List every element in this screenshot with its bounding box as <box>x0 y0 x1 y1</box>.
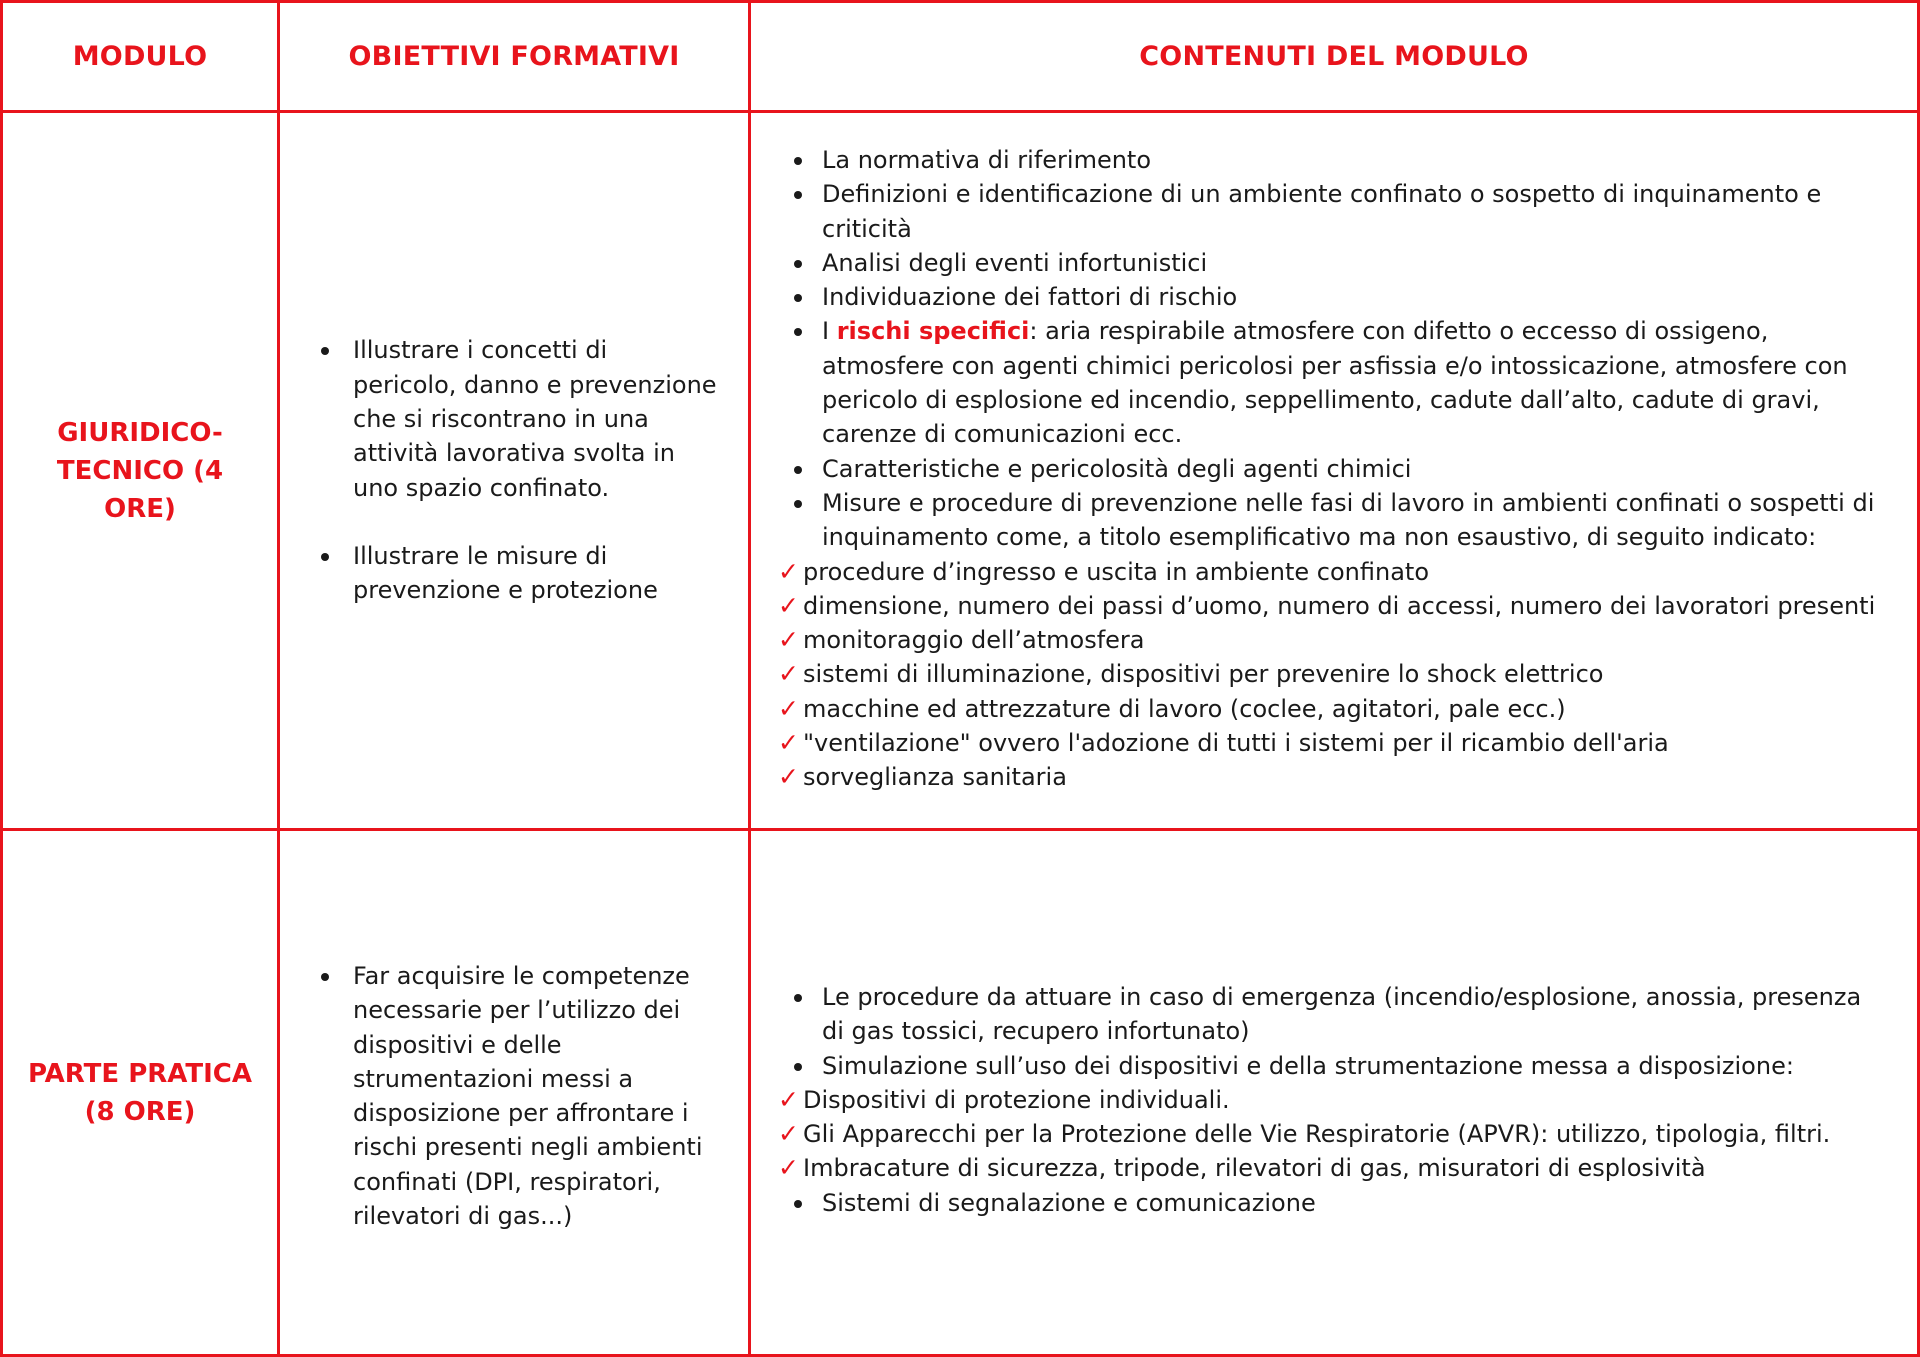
content-bullet-item <box>778 143 1877 177</box>
module-name <box>57 414 223 528</box>
objectives-cell <box>280 113 751 831</box>
header-obiettivi <box>280 3 751 113</box>
content-check-item <box>778 1151 1877 1185</box>
content-text: Misure e procedure di prevenzione nelle fasi di lavoro in ambienti confinati o sospetti di inquinamento come, a titolo esemplificativo ma non esaustivo, di seguito indicato: <box>822 488 1875 552</box>
content-text: sistemi di illuminazione, dispositivi per prevenire lo shock elettrico <box>803 660 1604 689</box>
content-bullet-item <box>778 486 1877 555</box>
content-text: procedure d’ingresso e uscita in ambiente confinato <box>803 557 1430 586</box>
content-text: : aria respirabile atmosfere con difetto o eccesso di ossigeno, atmosfere con agenti chimici pericolosi per asfissia e/o intossicazione, atmosfere con pericolo di esplosione ed incendio, seppellimento, cadute dall’alto, cadute di gravi, carenze di comunicazioni ecc. <box>822 317 1848 449</box>
checkmark-icon: ✓ <box>778 1119 799 1149</box>
content-check-item <box>778 623 1877 657</box>
content-text: Individuazione dei fattori di rischio <box>822 283 1238 312</box>
content-text: Definizioni e identificazione di un ambiente confinato o sospetto di inquinamento e criticità <box>822 180 1822 243</box>
contents-cell <box>751 831 1917 1354</box>
bullet-icon <box>794 294 802 302</box>
content-check-item <box>778 726 1877 760</box>
bullet-icon <box>794 328 802 336</box>
checkmark-icon: ✓ <box>778 762 799 792</box>
bullet-icon <box>794 466 802 474</box>
content-text: Dispositivi di protezione individuali. <box>803 1085 1230 1114</box>
module-name-line: (8 ORE) <box>84 1096 196 1127</box>
header-contenuti-label: CONTENUTI DEL MODULO <box>1139 41 1529 72</box>
checkmark-icon: ✓ <box>778 659 799 689</box>
module-name-line: ORE) <box>104 493 176 524</box>
module-name-cell <box>3 113 280 831</box>
content-bullet-item <box>778 246 1877 280</box>
content-bullet-item <box>778 1186 1877 1220</box>
objectives-list <box>320 333 718 607</box>
objective-item: Far acquisire le competenze necessarie per l’utilizzo dei dispositivi e delle strumentazioni messi a disposizione per affrontare i rischi presenti negli ambienti confinati (DPI, respiratori, rilevatori di gas...) <box>320 959 718 1233</box>
content-check-item <box>778 589 1877 623</box>
objective-item: Illustrare le misure di prevenzione e protezione <box>320 539 718 608</box>
module-name-line: GIURIDICO- <box>57 417 223 448</box>
content-bullet-item <box>778 280 1877 314</box>
content-text: dimensione, numero dei passi d’uomo, numero di accessi, numero dei lavoratori presenti <box>803 591 1876 620</box>
module-name-line: TECNICO (4 <box>56 455 224 486</box>
content-text: La normativa di riferimento <box>822 146 1152 174</box>
content-text: Imbracature di sicurezza, tripode, rilevatori di gas, misuratori di esplosività <box>803 1154 1706 1183</box>
content-bullet-item <box>778 452 1877 486</box>
content-text: sorveglianza sanitaria <box>803 763 1067 792</box>
bullet-icon <box>794 157 802 165</box>
objective-item: Illustrare i concetti di pericolo, danno e prevenzione che si riscontrano in una attività lavorativa svolta in uno spazio confinato. <box>320 333 718 504</box>
module-name-cell <box>3 831 280 1354</box>
module-name <box>28 1055 252 1131</box>
header-obiettivi-label: OBIETTIVI FORMATIVI <box>348 41 680 72</box>
checkmark-icon: ✓ <box>778 625 799 655</box>
bullet-icon <box>794 1063 802 1071</box>
contents-cell <box>751 113 1917 831</box>
bullet-icon <box>794 1200 802 1208</box>
checkmark-icon: ✓ <box>778 728 799 758</box>
bullet-icon <box>794 500 802 508</box>
content-check-item <box>778 1083 1877 1117</box>
objectives-list <box>320 959 718 1233</box>
bullet-icon <box>794 191 802 199</box>
content-prefix: I <box>822 317 837 346</box>
bullet-icon <box>794 994 802 1002</box>
highlight-rischi-specifici: rischi specifici <box>836 317 1030 346</box>
content-text: Gli Apparecchi per la Protezione delle Vie Respiratorie (APVR): utilizzo, tipologia, filtri. <box>803 1120 1831 1149</box>
module-name-line: PARTE PRATICA <box>28 1058 252 1089</box>
content-text: monitoraggio dell’atmosfera <box>803 626 1145 655</box>
header-modulo-label: MODULO <box>72 41 208 72</box>
content-check-item <box>778 760 1877 794</box>
content-bullet-item <box>778 1049 1877 1083</box>
content-check-item <box>778 555 1877 589</box>
content-check-item <box>778 657 1877 691</box>
content-bullet-item <box>778 980 1877 1049</box>
checkmark-icon: ✓ <box>778 1153 799 1183</box>
content-text: Analisi degli eventi infortunistici <box>822 248 1208 277</box>
content-text: Sistemi di segnalazione e comunicazione <box>822 1188 1316 1217</box>
objectives-cell <box>280 831 751 1354</box>
content-bullet-item <box>778 177 1877 246</box>
contents-list <box>778 980 1877 1220</box>
checkmark-icon: ✓ <box>778 1084 799 1114</box>
content-text: Simulazione sull’uso dei dispositivi e della strumentazione messa a disposizione: <box>822 1051 1794 1080</box>
content-bullet-item-specific-risks <box>778 314 1877 451</box>
content-text: "ventilazione" ovvero l'adozione di tutti i sistemi per il ricambio dell'aria <box>803 729 1669 758</box>
bullet-icon <box>794 260 802 268</box>
content-text: Caratteristiche e pericolosità degli agenti chimici <box>822 454 1412 483</box>
content-text: macchine ed attrezzature di lavoro (coclee, agitatori, pale ecc.) <box>803 694 1566 723</box>
checkmark-icon: ✓ <box>778 556 799 586</box>
checkmark-icon: ✓ <box>778 590 799 620</box>
content-check-item <box>778 1117 1877 1151</box>
header-modulo <box>3 3 280 113</box>
header-contenuti <box>751 3 1917 113</box>
content-check-item <box>778 692 1877 726</box>
checkmark-icon: ✓ <box>778 693 799 723</box>
contents-list <box>778 143 1877 795</box>
content-text: Le procedure da attuare in caso di emergenza (incendio/esplosione, anossia, presenza di gas tossici, recupero infortunato) <box>822 983 1862 1046</box>
